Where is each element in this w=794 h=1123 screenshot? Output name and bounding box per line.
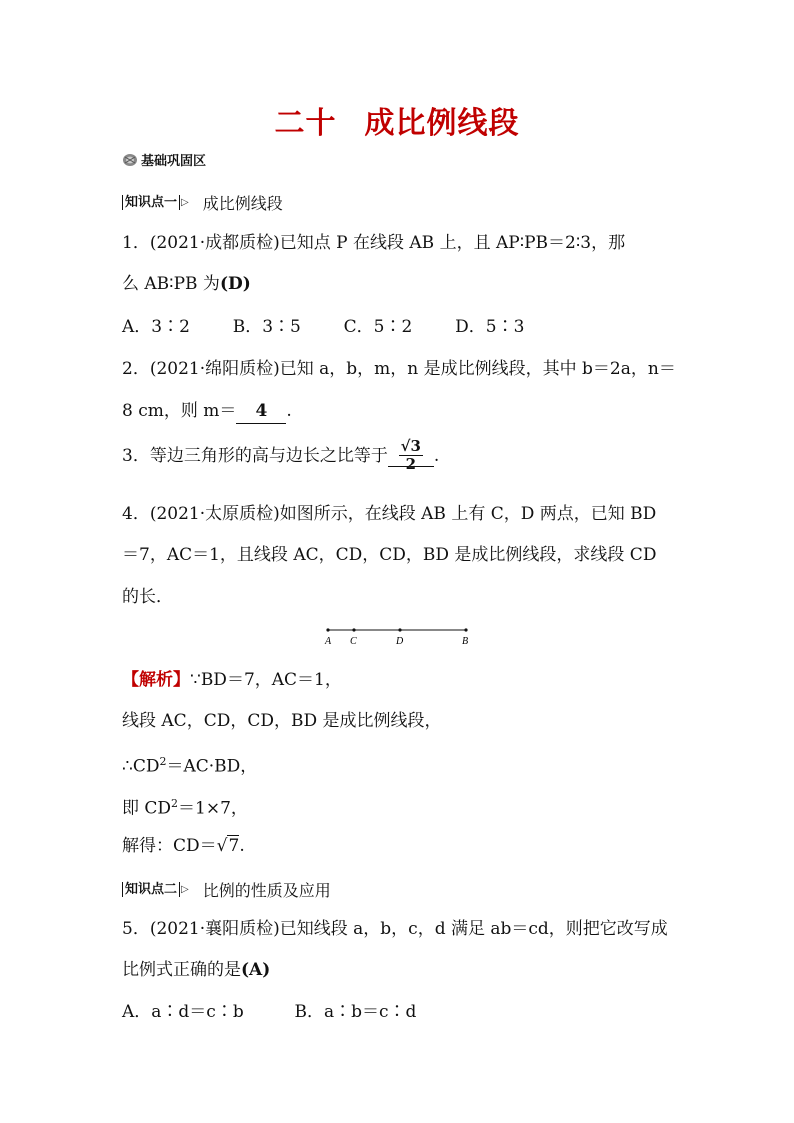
label-a: A xyxy=(325,636,332,647)
segment-figure xyxy=(318,622,478,648)
point-b xyxy=(464,628,467,631)
q3-fraction-numerator: √3 xyxy=(400,437,421,455)
q3-text: 3．等边三角形的高与边长之比等于 xyxy=(122,445,388,466)
kp2-label: 比例的性质及应用 xyxy=(202,881,331,900)
q1-answer: (D) xyxy=(219,274,251,294)
q3-fraction-denominator: 2 xyxy=(405,455,417,473)
knowledge-point-2 xyxy=(122,878,331,901)
q1-line1: 1．(2021·成都质检)已知点 P 在线段 AB 上，且 AP∶PB＝2∶3，那 xyxy=(122,233,626,253)
section-label: 基础巩固区 xyxy=(141,154,207,169)
q2-end: . xyxy=(286,401,292,421)
solution-line4-sup: 2 xyxy=(171,797,179,810)
q2-line2-text: 8 cm，则 m＝ xyxy=(122,401,237,421)
q5-line2 xyxy=(122,958,270,982)
q1-option-b: B．3∶5 xyxy=(232,317,301,337)
solution-tag: 【解析】 xyxy=(122,670,190,690)
q1-option-a: A．3∶2 xyxy=(122,317,190,337)
point-c xyxy=(352,628,355,631)
q4-line1: 4．(2021·太原质检)如图所示，在线段 AB 上有 C，D 两点，已知 BD xyxy=(122,504,657,524)
q1-options xyxy=(122,315,524,339)
solution-line1-text: ∵BD＝7，AC＝1， xyxy=(190,670,342,690)
q2-line1: 2．(2021·绵阳质检)已知 a，b，m，n 是成比例线段，其中 b＝2a，n＝ xyxy=(122,359,676,379)
q5-line2-text: 比例式正确的是 xyxy=(122,960,241,980)
q2-line2 xyxy=(122,399,292,424)
solution-line5 xyxy=(122,834,245,858)
q1-line2-text: 么 AB∶PB 为 xyxy=(122,274,220,294)
q3-line xyxy=(122,438,439,473)
label-b: B xyxy=(462,636,469,647)
q5-options xyxy=(122,1000,416,1024)
solution-line2: 线段 AC，CD，CD，BD 是成比例线段， xyxy=(122,711,442,731)
solution-line4 xyxy=(122,792,248,821)
title-number: 二十 xyxy=(274,106,337,141)
q1-option-d: D．5∶3 xyxy=(455,317,525,337)
q5-line1: 5．(2021·襄阳质检)已知线段 a，b，c，d 满足 ab＝cd，则把它改写成 xyxy=(122,919,668,939)
q3-end: . xyxy=(433,445,440,466)
q5-answer: (A) xyxy=(241,960,271,980)
solution-line1 xyxy=(122,668,342,692)
title-text: 成比例线段 xyxy=(364,106,520,141)
section-seal-icon xyxy=(122,153,138,167)
solution-line5-b: . xyxy=(239,836,245,856)
q4-line2: ＝7，AC＝1，且线段 AC，CD，CD，BD 是成比例线段，求线段 CD xyxy=(122,545,657,565)
q1-line2 xyxy=(122,272,251,296)
section-header xyxy=(122,150,206,169)
point-d xyxy=(398,628,401,631)
solution-root-value: 7 xyxy=(228,836,240,856)
solution-line3-a: ∴CD xyxy=(122,756,160,777)
label-d: D xyxy=(396,636,404,647)
label-c: C xyxy=(350,636,357,647)
kp2-tag: 知识点二 xyxy=(122,882,180,897)
q1-option-c: C．5∶2 xyxy=(343,317,413,337)
sqrt-symbol: √ xyxy=(216,836,228,856)
knowledge-point-1 xyxy=(122,191,283,214)
point-a xyxy=(326,628,329,631)
kp2-arrow-icon: ▷ xyxy=(181,884,189,895)
q3-answer-blank xyxy=(388,438,434,473)
q2-answer-blank: 4 xyxy=(236,399,286,424)
kp1-tag: 知识点一 xyxy=(122,195,180,210)
page-title xyxy=(0,98,794,142)
solution-line4-a: 即 CD xyxy=(122,798,172,819)
q5-option-b: B．a∶b＝c∶d xyxy=(294,1002,417,1022)
solution-line3-b: ＝AC·BD， xyxy=(166,756,258,777)
solution-line5-a: 解得：CD＝ xyxy=(122,836,217,856)
solution-line4-b: ＝1×7， xyxy=(178,798,248,819)
kp1-label: 成比例线段 xyxy=(202,194,283,213)
q4-line3: 的长． xyxy=(122,587,173,607)
kp1-arrow-icon: ▷ xyxy=(181,197,189,208)
solution-line3 xyxy=(122,750,257,779)
q5-option-a: A．a∶d＝c∶b xyxy=(122,1002,244,1022)
q3-fraction xyxy=(399,438,423,473)
solution-line3-sup: 2 xyxy=(159,755,167,768)
